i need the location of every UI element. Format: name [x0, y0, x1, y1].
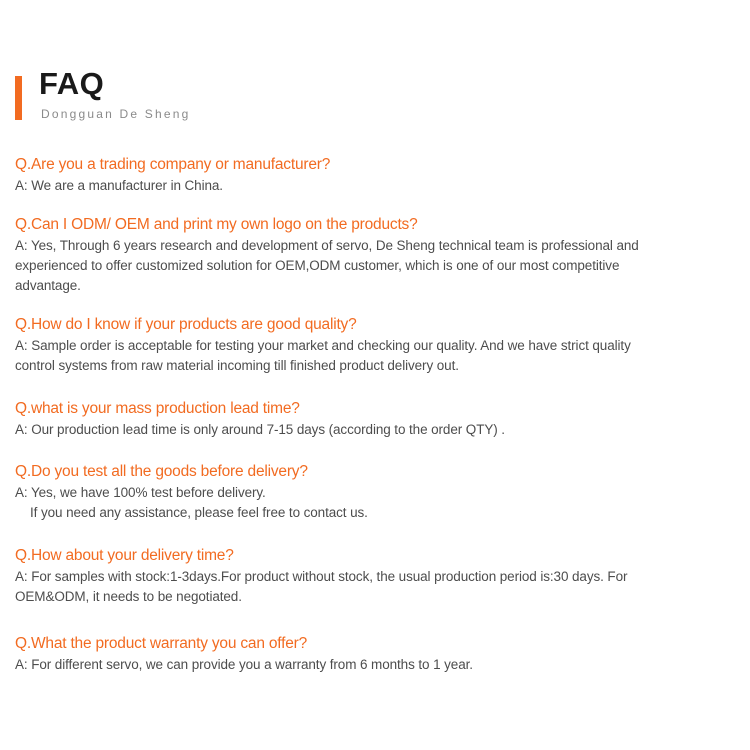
faq-answer-line: control systems from raw material incoming till finished product delivery out. — [15, 358, 459, 373]
faq-answer-line: experienced to offer customized solution for OEM,ODM customer, which is one of our most competitive — [15, 258, 620, 273]
faq-item — [15, 545, 695, 607]
faq-item — [15, 633, 695, 675]
faq-answer-line: A: Our production lead time is only around 7-15 days (according to the order QTY) . — [15, 422, 505, 437]
page-title: FAQ — [39, 66, 105, 101]
faq-answer-line: A: Yes, Through 6 years research and development of servo, De Sheng technical team is professional and — [15, 238, 639, 253]
faq-question: Q.what is your mass production lead time? — [15, 400, 300, 417]
faq-answer-line: advantage. — [15, 278, 81, 293]
faq-answer — [15, 336, 695, 376]
faq-answer — [15, 176, 695, 196]
faq-answer-line: A: For different servo, we can provide you a warranty from 6 months to 1 year. — [15, 657, 473, 672]
faq-question: Q.How about your delivery time? — [15, 547, 234, 564]
faq-item — [15, 398, 695, 440]
faq-answer-line: A: We are a manufacturer in China. — [15, 178, 223, 193]
faq-question: Q.Do you test all the goods before delivery? — [15, 463, 308, 480]
faq-item — [15, 154, 695, 196]
faq-answer-line: If you need any assistance, please feel free to contact us. — [30, 505, 368, 520]
faq-answer — [15, 567, 695, 607]
faq-answer — [15, 236, 695, 296]
faq-question: Q.What the product warranty you can offer? — [15, 635, 307, 652]
faq-question: Q.Are you a trading company or manufacturer? — [15, 156, 331, 173]
faq-answer-line: OEM&ODM, it needs to be negotiated. — [15, 589, 242, 604]
faq-answer-line: A: Sample order is acceptable for testing your market and checking our quality. And we have strict quality — [15, 338, 631, 353]
faq-answer-line: A: Yes, we have 100% test before delivery. — [15, 485, 266, 500]
faq-item — [15, 314, 695, 376]
faq-item — [15, 214, 695, 296]
page-subtitle: Dongguan De Sheng — [41, 107, 191, 121]
faq-answer — [15, 655, 695, 675]
faq-answer — [15, 483, 695, 523]
faq-question: Q.How do I know if your products are good quality? — [15, 316, 357, 333]
faq-answer — [15, 420, 695, 440]
accent-bar — [15, 76, 22, 120]
faq-item — [15, 461, 695, 523]
faq-question: Q.Can I ODM/ OEM and print my own logo on the products? — [15, 216, 418, 233]
faq-answer-line: A: For samples with stock:1-3days.For product without stock, the usual production period is:30 days. For — [15, 569, 628, 584]
